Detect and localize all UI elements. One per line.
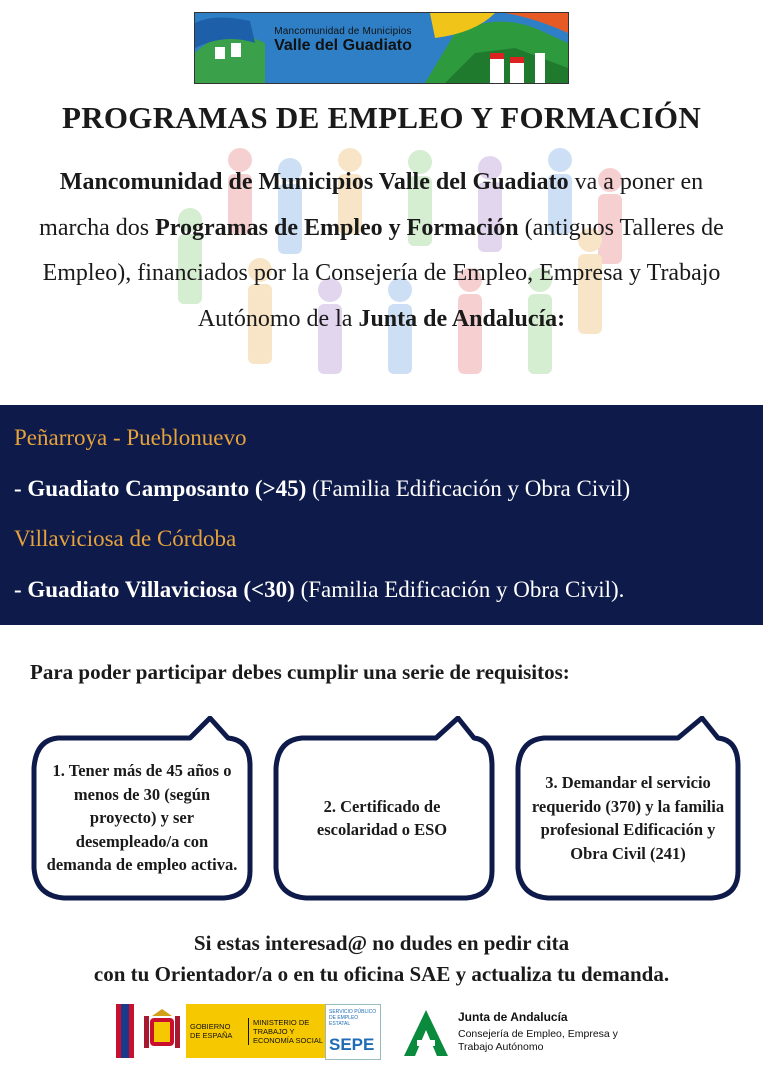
- requirement-text: 3. Demandar el servicio requerido (370) y la familia profesional Edificación y Obra Civil (241): [531, 773, 725, 863]
- program-location: Peñarroya - Pueblonuevo: [14, 425, 247, 450]
- program-family: (Familia Edificación y Obra Civil): [306, 476, 631, 501]
- requirement-bubble: [512, 716, 744, 906]
- coat-of-arms-icon: [142, 1008, 182, 1054]
- intro-text-2: (antiguos Talleres de Empleo), financiados por la Consejería de Empleo, Empresa y Trabajo Autónomo de la: [42, 214, 724, 332]
- program-item: [14, 476, 630, 502]
- requirement-bubble: [28, 716, 264, 906]
- program-name: - Guadiato Villaviciosa (<30): [14, 577, 295, 602]
- junta-subtitle: Consejería de Empleo, Empresa y Trabajo Autónomo: [458, 1028, 618, 1053]
- intro-text-1: va a poner en marcha dos: [39, 169, 704, 241]
- logo-big-text: Valle del Guadiato: [274, 37, 412, 54]
- program-item: [14, 577, 624, 603]
- program-name: - Guadiato Camposanto (>45): [14, 476, 307, 501]
- ministerio-text: MINISTERIO DE TRABAJO Y ECONOMÍA SOCIAL: [248, 1018, 337, 1045]
- sepe-text: SEPE: [329, 1035, 375, 1054]
- sepe-small-text: SERVICIO PÚBLICO DE EMPLEO ESTATAL: [329, 1009, 377, 1027]
- requirement-bubble: [270, 716, 496, 906]
- junta-title: Junta de Andalucía: [458, 1010, 568, 1024]
- requirement-text: 2. Certificado de escolaridad o ESO: [316, 796, 448, 839]
- intro-org-name: Mancomunidad de Municipios Valle del Guadiato: [59, 169, 569, 195]
- mancomunidad-logo: [194, 12, 569, 84]
- logo-text: [263, 26, 423, 55]
- logo-small-text: Mancomunidad de Municipios: [274, 26, 412, 37]
- program-family: (Familia Edificación y Obra Civil).: [294, 577, 625, 602]
- page-title: PROGRAMAS DE EMPLEO Y FORMACIÓN: [61, 100, 702, 135]
- sepe-logo: [325, 1004, 381, 1060]
- programs-band: [0, 405, 763, 625]
- requirement-text: 1. Tener más de 45 años o menos de 30 (según proyecto) y ser desempleado/a con demanda de empleo activa.: [46, 761, 238, 875]
- eu-flag-stripe: [121, 1004, 129, 1058]
- requirements-heading: Para poder participar debes cumplir una serie de requisitos:: [30, 660, 570, 684]
- cta-line-2: con tu Orientador/a o en tu oficina SAE y actualiza tu demanda.: [93, 962, 670, 986]
- junta-andalucia-a-icon: [404, 1010, 448, 1056]
- cta-line-1: Si estas interesad@ no dudes en pedir cita: [193, 931, 570, 955]
- program-location: Villaviciosa de Córdoba: [14, 526, 237, 551]
- intro-programs: Programas de Empleo y Formación: [155, 214, 519, 241]
- call-to-action: [0, 928, 763, 990]
- intro-paragraph: [30, 160, 733, 342]
- intro-junta: Junta de Andalucía:: [358, 305, 566, 332]
- gobierno-text: GOBIERNO DE ESPAÑA: [190, 1022, 233, 1040]
